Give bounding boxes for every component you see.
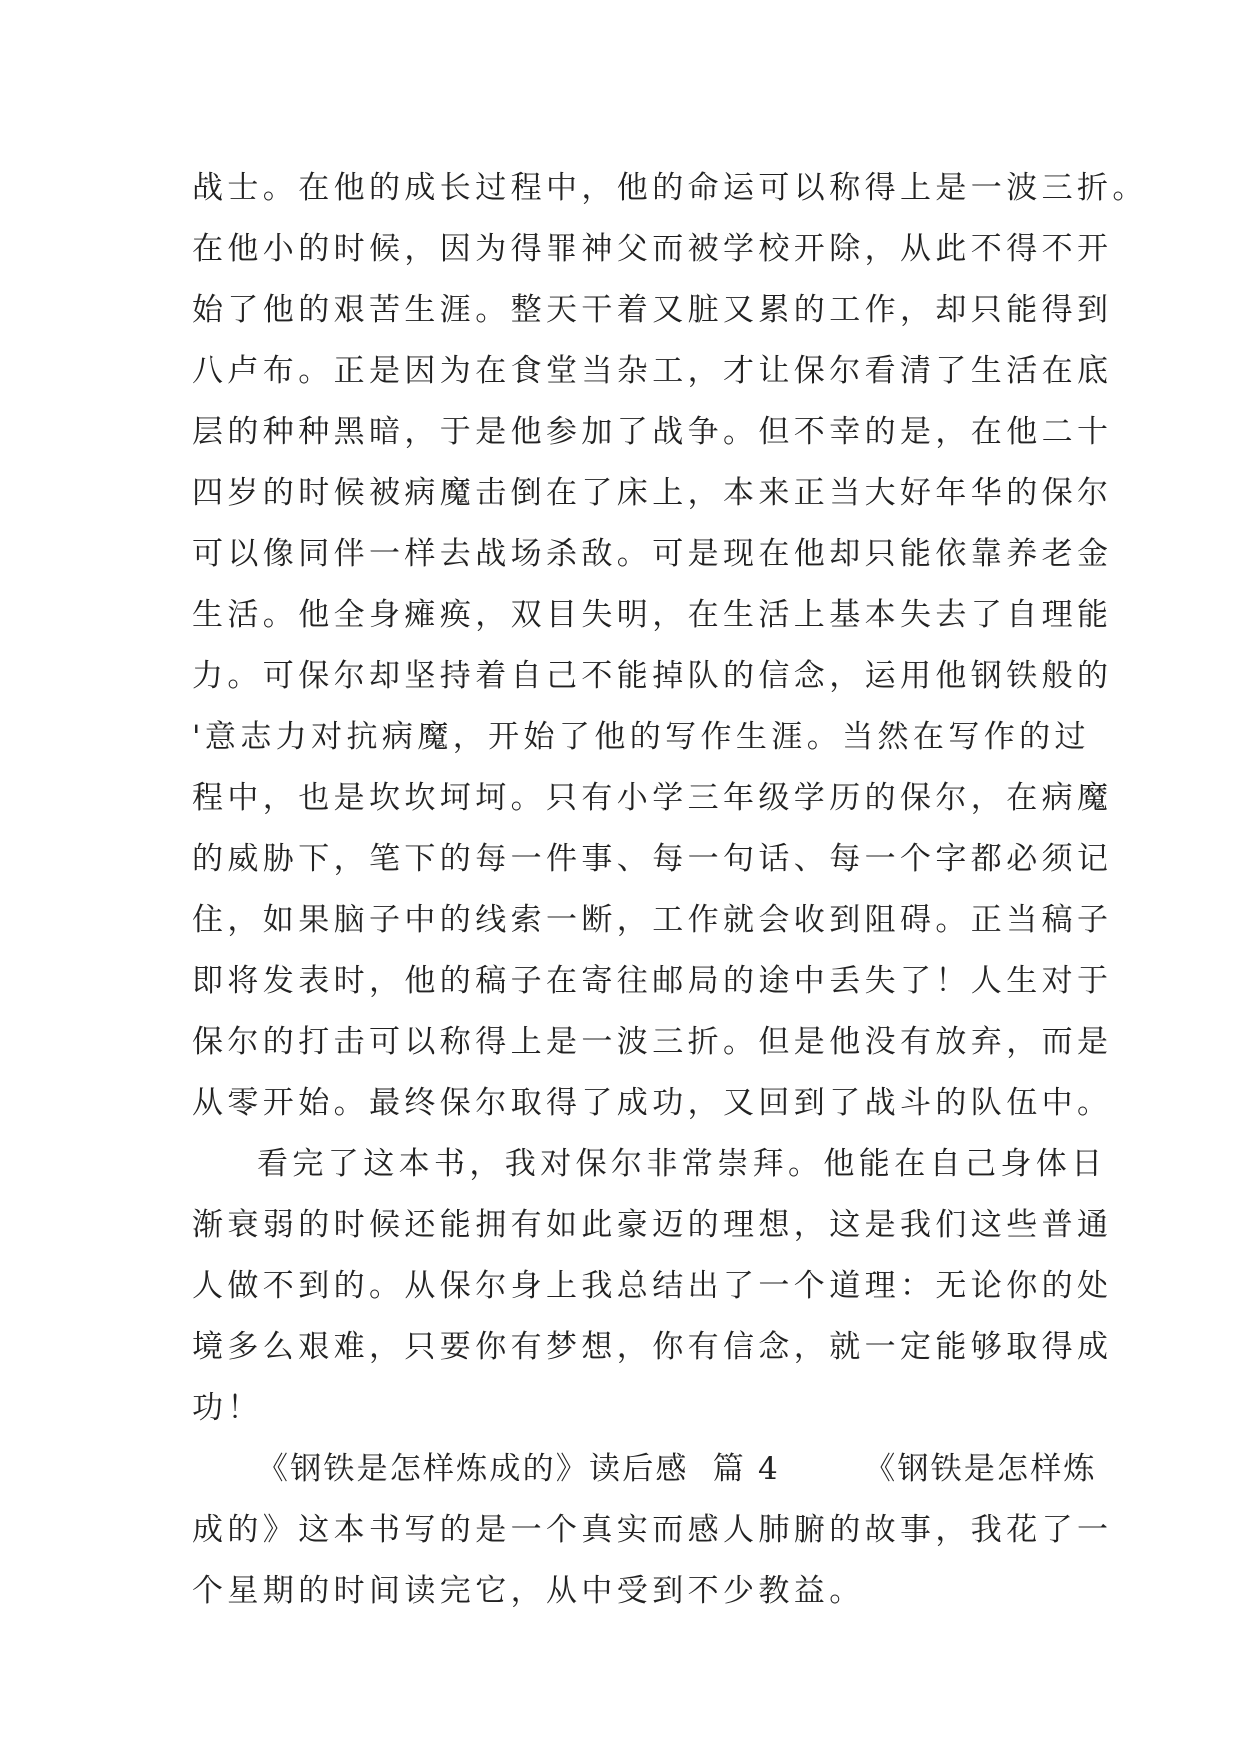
text-line: 的威胁下，笔下的每一件事、每一句话、每一个字都必须记: [192, 841, 1113, 877]
section-heading-line: 《钢铁是怎样炼成的》读后感 篇 4 《钢铁是怎样炼: [257, 1451, 1097, 1487]
text-line: 个星期的时间读完它，从中受到不少教益。: [192, 1573, 865, 1609]
text-line: '意志力对抗病魔，开始了他的写作生涯。当然在写作的过: [192, 719, 1090, 755]
text-line: 程中，也是坎坎坷坷。只有小学三年级学历的保尔，在病魔: [192, 780, 1113, 816]
essay-body: [192, 158, 1148, 1622]
text-line: 渐衰弱的时候还能拥有如此豪迈的理想，这是我们这些普通: [192, 1207, 1113, 1243]
text-line: 可以像同伴一样去战场杀敌。可是现在他却只能依靠养老金: [192, 536, 1113, 572]
text-line: 境多么艰难，只要你有梦想，你有信念，就一定能够取得成: [192, 1329, 1113, 1365]
text-line: 始了他的艰苦生涯。整天干着又脏又累的工作，却只能得到: [192, 292, 1113, 328]
text-line: 住，如果脑子中的线索一断，工作就会收到阻碍。正当稿子: [192, 902, 1113, 938]
text-line: 保尔的打击可以称得上是一波三折。但是他没有放弃，而是: [192, 1024, 1113, 1060]
text-line: 层的种种黑暗，于是他参加了战争。但不幸的是，在他二十: [192, 414, 1113, 450]
text-line: 从零开始。最终保尔取得了成功，又回到了战斗的队伍中。: [192, 1085, 1113, 1121]
text-line: 生活。他全身瘫痪，双目失明，在生活上基本失去了自理能: [192, 597, 1113, 633]
text-line: 人做不到的。从保尔身上我总结出了一个道理：无论你的处: [192, 1268, 1113, 1304]
text-line: 即将发表时，他的稿子在寄往邮局的途中丢失了！人生对于: [192, 963, 1113, 999]
text-line: 在他小的时候，因为得罪神父而被学校开除，从此不得不开: [192, 231, 1113, 267]
text-line: 四岁的时候被病魔击倒在了床上，本来正当大好年华的保尔: [192, 475, 1113, 511]
paragraph-start-line: 看完了这本书，我对保尔非常崇拜。他能在自己身体日: [257, 1146, 1107, 1182]
text-line: 八卢布。正是因为在食堂当杂工，才让保尔看清了生活在底: [192, 353, 1113, 389]
text-line: 战士。在他的成长过程中，他的命运可以称得上是一波三折。: [192, 170, 1148, 206]
text-line: 成的》这本书写的是一个真实而感人肺腑的故事，我花了一: [192, 1512, 1113, 1548]
text-line: 力。可保尔却坚持着自己不能掉队的信念，运用他钢铁般的: [192, 658, 1113, 694]
text-line: 功！: [192, 1390, 263, 1426]
